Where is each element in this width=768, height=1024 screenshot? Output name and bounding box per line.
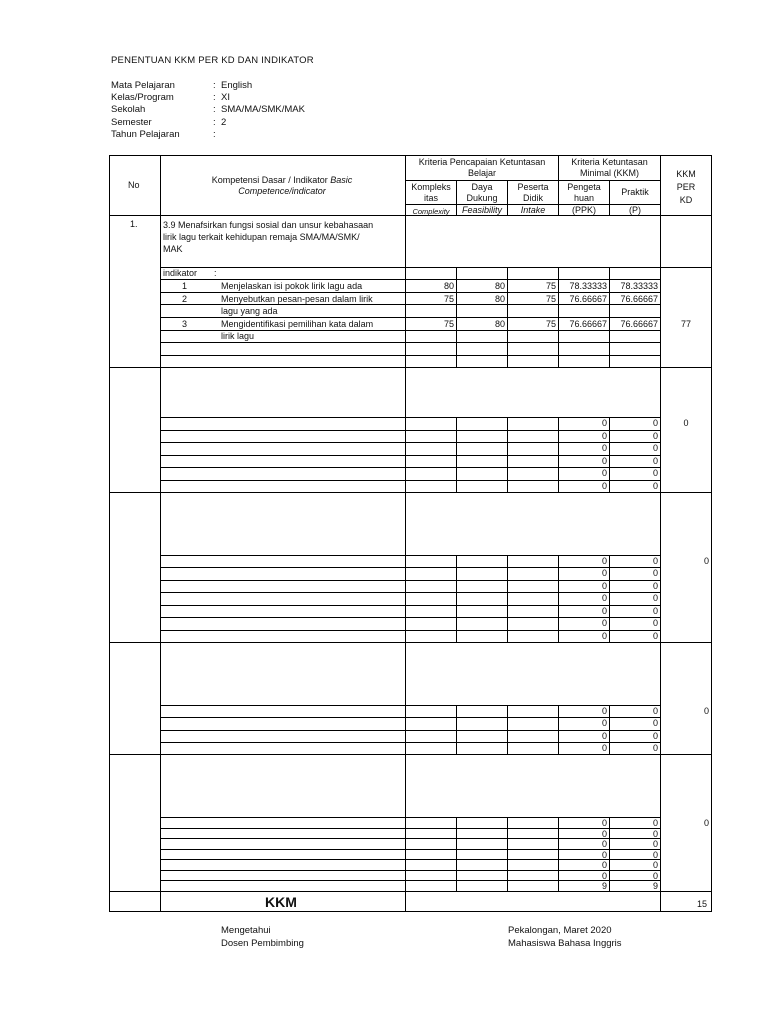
praktik-value: 0	[652, 418, 658, 428]
praktik-value: 0	[652, 568, 658, 578]
kkm-per-kd-value: 77	[680, 319, 691, 329]
ppk-value: 0	[601, 431, 607, 441]
indicator-peserta-didik: 75	[545, 281, 556, 291]
indicator-ppk: 76.66667	[569, 319, 607, 329]
header-peserta-didik: Peserta Didik	[517, 182, 549, 203]
indicator-daya-dukung: 80	[494, 319, 505, 329]
header-kkm-per-kd: KKM PER KD	[676, 169, 696, 205]
indicator-kompleksitas: 80	[443, 281, 454, 291]
indicator-ppk: 78.33333	[569, 281, 607, 291]
praktik-value: 0	[652, 456, 658, 466]
header-ppk: (PPK)	[571, 205, 596, 215]
header-feasibility: Feasibility	[461, 205, 502, 215]
praktik-value: 0	[652, 618, 658, 628]
meta-colon: :	[213, 80, 216, 91]
praktik-value: 0	[652, 443, 658, 453]
indicator-peserta-didik: 75	[545, 319, 556, 329]
signature-left-line1: Mengetahui	[221, 925, 271, 936]
meta-value: SMA/MA/SMK/MAK	[221, 104, 305, 115]
indicator-text: Menyebutkan pesan-pesan dalam lirik	[221, 294, 373, 304]
header-p: (P)	[629, 205, 641, 215]
document-title: PENENTUAN KKM PER KD DAN INDIKATOR	[111, 55, 314, 66]
indicator-text: lagu yang ada	[221, 306, 278, 316]
meta-colon: :	[213, 129, 216, 140]
praktik-value: 0	[652, 718, 658, 728]
header-pengetahuan: Pengeta huan	[567, 182, 601, 203]
header-daya-dukung: Daya Dukung	[466, 182, 498, 203]
praktik-value: 0	[652, 468, 658, 478]
indicator-praktik: 78.33333	[620, 281, 658, 291]
ppk-value: 0	[601, 718, 607, 728]
header-kd: Kompetensi Dasar / Indikator Basic Competence/indicator	[211, 175, 353, 196]
signature-left-line2: Dosen Pembimbing	[221, 938, 304, 949]
indicator-text: Menjelaskan isi pokok lirik lagu ada	[221, 281, 363, 291]
header-complexity: Complexity	[412, 207, 450, 216]
indicator-text: Mengidentifikasi pemilihan kata dalam	[221, 319, 374, 329]
ppk-value: 0	[601, 860, 607, 870]
ppk-value: 0	[601, 456, 607, 466]
meta-label: Mata Pelajaran	[111, 80, 175, 91]
meta-label: Kelas/Program	[111, 92, 174, 103]
ppk-value: 0	[601, 606, 607, 616]
ppk-value: 0	[601, 568, 607, 578]
praktik-value: 0	[652, 481, 658, 491]
ppk-value: 0	[601, 850, 607, 860]
ppk-value: 0	[601, 839, 607, 849]
praktik-value: 0	[652, 706, 658, 716]
ppk-value: 0	[601, 481, 607, 491]
header-kkm: Kriteria Ketuntasan Minimal (KKM)	[571, 157, 648, 178]
ppk-value: 0	[601, 829, 607, 839]
kd-number: 1.	[130, 219, 138, 229]
meta-value: XI	[221, 92, 230, 103]
meta-label: Semester	[111, 117, 152, 128]
praktik-value: 0	[652, 606, 658, 616]
praktik-value: 0	[652, 871, 658, 881]
ppk-value: 0	[601, 418, 607, 428]
ppk-value: 0	[601, 593, 607, 603]
meta-colon: :	[213, 117, 216, 128]
ppk-value: 0	[601, 468, 607, 478]
ppk-value: 0	[601, 631, 607, 641]
kkm-per-kd-value: 0	[703, 556, 709, 566]
praktik-value: 0	[652, 631, 658, 641]
indicator-kompleksitas: 75	[443, 319, 454, 329]
header-intake: Intake	[520, 205, 546, 215]
indicator-peserta-didik: 75	[545, 294, 556, 304]
kkm-per-kd-value: 0	[683, 418, 689, 428]
ppk-value: 0	[601, 556, 607, 566]
indicator-praktik: 76.66667	[620, 319, 658, 329]
kkm-footer-value: 15	[697, 899, 708, 909]
praktik-value: 0	[652, 839, 658, 849]
indicator-praktik: 76.66667	[620, 294, 658, 304]
header-praktik: Praktik	[621, 187, 649, 197]
praktik-value: 0	[652, 743, 658, 753]
indicator-daya-dukung: 80	[494, 281, 505, 291]
ppk-value: 0	[601, 443, 607, 453]
ppk-value: 0	[601, 731, 607, 741]
indikator-colon: :	[214, 268, 217, 278]
ppk-value: 0	[601, 581, 607, 591]
praktik-value: 0	[652, 581, 658, 591]
indicator-daya-dukung: 80	[494, 294, 505, 304]
kkm-per-kd-value: 0	[703, 818, 709, 828]
indicator-number: 1	[182, 281, 188, 291]
praktik-value: 0	[652, 829, 658, 839]
kkm-per-kd-value: 0	[703, 706, 709, 716]
praktik-value: 0	[652, 431, 658, 441]
praktik-value: 0	[652, 818, 658, 828]
ppk-value: 9	[601, 881, 607, 891]
signature-right-line1: Pekalongan, Maret 2020	[508, 925, 612, 936]
signature-right-line2: Mahasiswa Bahasa Inggris	[508, 938, 622, 949]
ppk-value: 0	[601, 706, 607, 716]
meta-label: Tahun Pelajaran	[111, 129, 180, 140]
ppk-value: 0	[601, 743, 607, 753]
kkm-footer-label: KKM	[265, 894, 297, 910]
meta-value: 2	[221, 117, 227, 128]
ppk-value: 0	[601, 818, 607, 828]
ppk-value: 0	[601, 618, 607, 628]
header-no: No	[128, 180, 140, 190]
praktik-value: 9	[652, 881, 658, 891]
praktik-value: 0	[652, 556, 658, 566]
meta-colon: :	[213, 92, 216, 103]
praktik-value: 0	[652, 593, 658, 603]
header-kompleksitas: Kompleks itas	[411, 182, 451, 203]
header-kriteria: Kriteria Pencapaian Ketuntasan Belajar	[418, 157, 546, 178]
indicator-ppk: 76.66667	[569, 294, 607, 304]
praktik-value: 0	[652, 860, 658, 870]
indicator-kompleksitas: 75	[443, 294, 454, 304]
indicator-number: 2	[182, 294, 188, 304]
meta-label: Sekolah	[111, 104, 146, 115]
praktik-value: 0	[652, 731, 658, 741]
kd-description: 3.9 Menafsirkan fungsi sosial dan unsur kebahasaan lirik lagu terkait kehidupan remaja SMA/MA/SMK/ MAK	[163, 220, 374, 254]
meta-value: English	[221, 80, 253, 91]
indicator-text: lirik lagu	[221, 331, 255, 341]
ppk-value: 0	[601, 871, 607, 881]
praktik-value: 0	[652, 850, 658, 860]
indikator-label: indikator	[163, 268, 198, 278]
indicator-number: 3	[182, 319, 188, 329]
meta-colon: :	[213, 104, 216, 115]
